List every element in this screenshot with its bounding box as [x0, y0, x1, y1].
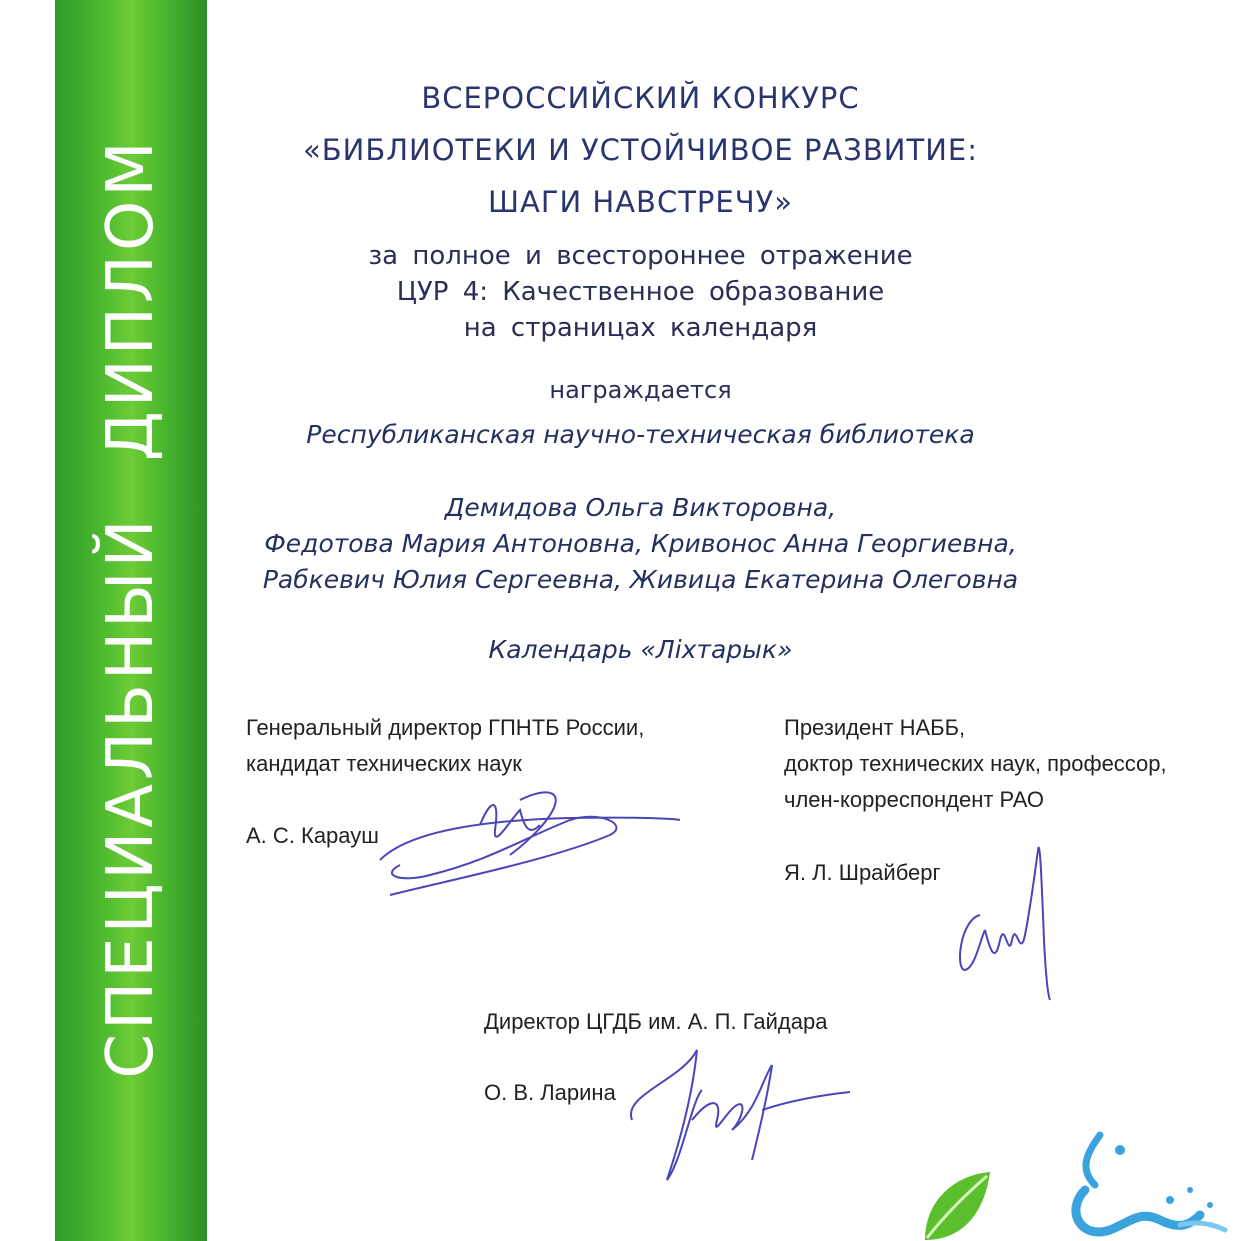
nomination-line-1: за полное и всестороннее отражение: [368, 241, 913, 271]
signatory-1-title-line-1: Генеральный директор ГПНТБ России,: [246, 715, 645, 740]
signatory-3-name: О. В. Ларина: [484, 1080, 616, 1105]
calendar-title: Календарь «Ліхтарык»: [488, 635, 793, 664]
library-name: Республиканская научно-техническая библиотека: [306, 420, 975, 449]
water-splash-icon: [1040, 1130, 1230, 1241]
awarded-label: награждается: [549, 376, 732, 404]
diploma-type-title: СПЕЦИАЛЬНЫЙ ДИПЛОМ: [94, 137, 168, 1079]
nomination-line-2: ЦУР 4: Качественное образование: [396, 277, 885, 307]
signatory-2-title-line-1: Президент НАББ,: [784, 715, 966, 740]
signatory-2-title-line-3: член-корреспондент РАО: [784, 787, 1045, 812]
contest-title-line-2: «БИБЛИОТЕКИ И УСТОЙЧИВОЕ РАЗВИТИЕ:: [302, 133, 978, 167]
signature-2: [950, 820, 1070, 1010]
signatory-2-name: Я. Л. Шрайберг: [784, 860, 941, 885]
signatory-1-title-line-2: кандидат технических наук: [246, 751, 522, 776]
contest-title-line-3: ШАГИ НАВСТРЕЧУ»: [487, 185, 794, 219]
signatory-1-title: [246, 710, 644, 782]
contest-title-line-1: ВСЕРОССИЙСКИЙ КОНКУРС: [421, 81, 860, 115]
authors-list: [0, 490, 1241, 598]
signatory-3-title: [484, 1004, 827, 1040]
contest-title: [0, 72, 1241, 228]
signatory-1-name: А. С. Карауш: [246, 823, 379, 848]
nomination-line-3: на страницах календаря: [463, 313, 818, 343]
authors-line-2: Федотова Мария Антоновна, Кривонос Анна Георгиевна,: [264, 529, 1017, 558]
signatory-3-title-line-1: Директор ЦГДБ им. А. П. Гайдара: [484, 1009, 828, 1034]
signatory-2-title: [784, 710, 1167, 818]
authors-line-1: Демидова Ольга Викторовна,: [444, 493, 837, 522]
signatory-2-title-line-2: доктор технических наук, профессор,: [784, 751, 1167, 776]
leaf-icon: [915, 1170, 995, 1241]
authors-line-3: Рабкевич Юлия Сергеевна, Живица Екатерина Олеговна: [262, 565, 1019, 594]
nomination-text: [0, 238, 1241, 346]
signature-1: [370, 780, 690, 910]
signature-3: [622, 1040, 852, 1190]
